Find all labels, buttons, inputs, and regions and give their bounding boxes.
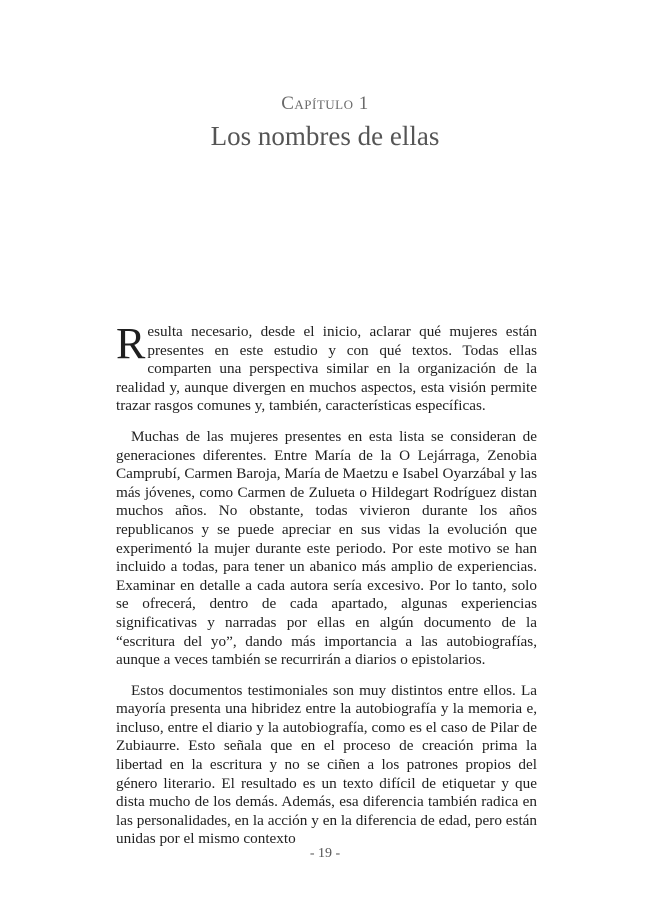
paragraph-3: Estos documentos testimoniales son muy distintos entre ellos. La mayoría presenta una hibridez entre la autobiografía y la memoria e, incluso, entre el diario y la autobiografía, como es el caso de Pilar de Zubiaurre. Esto señala que en el proceso de creación prima la libertad en la escritura y no se ciñen a los patrones propios del género literario. El resultado es un texto difícil de etiquetar y que dista mucho de los demás. Además, esa diferencia también radica en las personalidades, en la acción y en la diferencia de edad, pero están unidas por el mismo contexto — [116, 681, 537, 848]
drop-cap: R — [116, 319, 146, 368]
chapter-title: Los nombres de ellas — [210, 121, 440, 151]
paragraph-2: Muchas de las mujeres presentes en esta lista se consideran de generaciones diferentes. Entre María de la O Lejárraga, Zenobia Camprubí, Carmen Baroja, María de Maetzu e Isabel Oyarzábal y las más jóvenes, como Carmen de Zulueta o Hildegart Rodríguez distan muchos años. No obstante, todas vivieron durante los años republicanos y se puede apreciar en sus vidas la evolución que experimentó la mujer durante este periodo. Por este motivo se han incluido a todas, para tener un abanico más amplio de experiencias. Examinar en detalle a cada autora sería excesivo. Por lo tanto, solo se ofrecerá, dentro de cada apartado, algunas experiencias significativas y narradas por ellas en algún documento de la “escritura del yo”, dando más importancia a las autobiografías, aunque a veces también se recurrirán a diarios o epistolarios. — [116, 427, 537, 669]
chapter-label: Capítulo 1 — [281, 93, 369, 114]
page-number: - 19 - — [309, 846, 341, 861]
body-text — [116, 319, 537, 861]
paragraph-1-text: esulta necesario, desde el inicio, aclarar qué mujeres están presentes en este estudio y con qué textos. Todas ellas comparten una perspectiva similar en la organización de la realidad y, aunque divergen en muchos aspectos, esta visión permite trazar rasgos comunes y, también, características específicas. — [116, 323, 537, 415]
paragraph-1 — [116, 319, 537, 416]
